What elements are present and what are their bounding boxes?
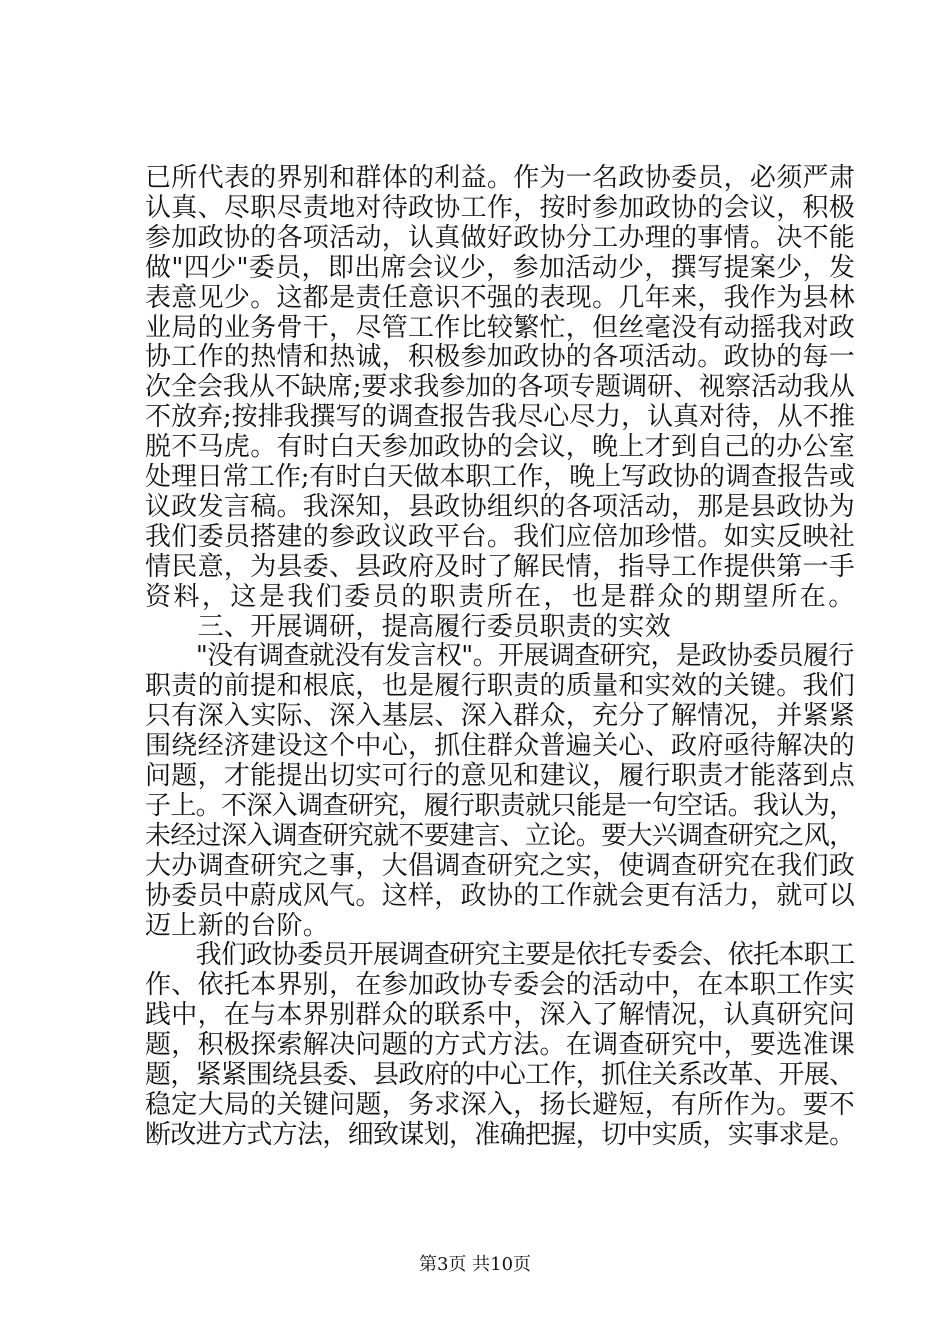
text-line: 大办调查研究之事，大倡调查研究之实，使调查研究在我们政 xyxy=(145,850,856,881)
text-line: 做"四少"委员，即出席会议少，参加活动少，撰写提案少，发 xyxy=(145,252,856,283)
text-line: 迈上新的台阶。 xyxy=(145,910,330,941)
text-line: 不放弃;按排我撰写的调查报告我尽心尽力，认真对待，从不推 xyxy=(145,402,855,433)
text-line: 资料，这是我们委员的职责所在，也是群众的期望所在。 xyxy=(145,581,857,612)
text-line: 子上。不深入调查研究，履行职责就只能是一句空话。我认为， xyxy=(145,790,855,821)
text-line: 议政发言稿。我深知，县政协组织的各项活动，那是县政协为 xyxy=(145,491,856,522)
page-number-label: 第3页 共10页 xyxy=(418,1254,532,1275)
text-line: 次全会我从不缺席;要求我参加的各项专题调研、视察活动我从 xyxy=(145,372,855,403)
text-line: 已所代表的界别和群体的利益。作为一名政协委员，必须严肃 xyxy=(145,163,856,193)
text-line: "没有调查就没有发言权"。开展调查研究，是政协委员履行 xyxy=(145,641,854,672)
text-line: 题，紧紧围绕县委、县政府的中心工作，抓住关系改革、开展、 xyxy=(145,1060,855,1090)
text-line: 作、依托本界别，在参加政协专委会的活动中，在本职工作实 xyxy=(145,970,856,1001)
text-line: 断改进方式方法，细致谋划，准确把握，切中实质，实事求是。 xyxy=(145,1119,855,1150)
text-line: 问题，才能提出切实可行的意见和建议，履行职责才能落到点 xyxy=(145,761,856,791)
text-line: 处理日常工作;有时白天做本职工作，晚上写政协的调查报告或 xyxy=(145,462,855,492)
text-line: 围绕经济建设这个中心，抓住群众普遍关心、政府亟待解决的 xyxy=(145,731,856,762)
text-line: 情民意，为县委、县政府及时了解民情，指导工作提供第一手 xyxy=(145,551,856,582)
text-line: 我们政协委员开展调查研究主要是依托专委会、依托本职工 xyxy=(145,940,855,971)
text-line: 我们委员搭建的参政议政平台。我们应倍加珍惜。如实反映社 xyxy=(145,521,856,552)
text-line: 协委员中蔚成风气。这样，政协的工作就会更有活力，就可以 xyxy=(145,880,856,911)
text-line: 认真、尽职尽责地对待政协工作，按时参加政协的会议，积极 xyxy=(145,192,856,223)
text-line: 稳定大局的关键问题，务求深入，扬长避短，有所作为。要不 xyxy=(145,1089,856,1120)
page-footer xyxy=(0,1253,950,1277)
text-line: 职责的前提和根底，也是履行职责的质量和实效的关键。我们 xyxy=(145,671,856,702)
text-line: 表意见少。这都是责任意识不强的表现。几年来，我作为县林 xyxy=(145,282,856,313)
text-line: 只有深入实际、深入基层、深入群众，充分了解情况，并紧紧 xyxy=(145,701,856,732)
text-line: 践中，在与本界别群众的联系中，深入了解情况，认真研究问 xyxy=(145,1000,856,1031)
text-line: 业局的业务骨干，尽管工作比较繁忙，但丝毫没有动摇我对政 xyxy=(145,312,856,343)
text-line: 未经过深入调查研究就不要建言、立论。要大兴调查研究之风， xyxy=(145,820,855,851)
text-line: 协工作的热情和热诚，积极参加政协的各项活动。政协的每一 xyxy=(145,342,856,373)
text-line: 脱不马虎。有时白天参加政协的会议，晚上才到自己的办公室 xyxy=(145,432,856,463)
text-line: 参加政协的各项活动，认真做好政协分工办理的事情。决不能 xyxy=(145,222,856,253)
text-line: 题，积极探索解决问题的方式方法。在调查研究中，要选准课 xyxy=(145,1030,856,1061)
section-heading: 三、开展调研，提高履行委员职责的实效 xyxy=(145,611,672,642)
